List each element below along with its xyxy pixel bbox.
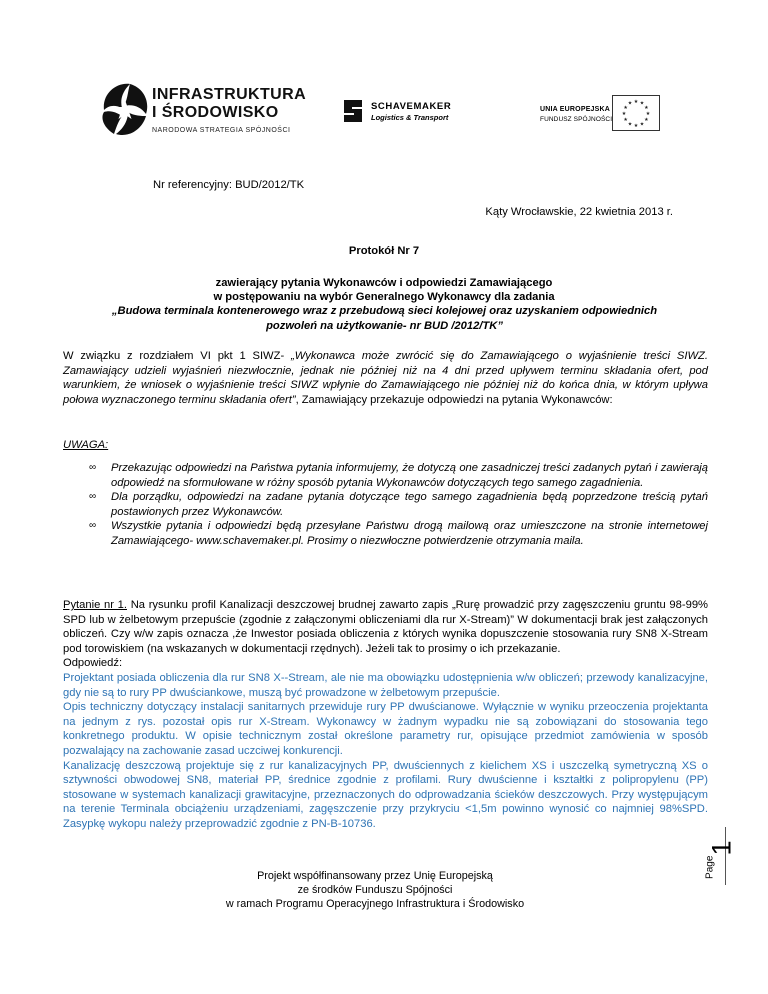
svg-text:★: ★	[645, 111, 651, 117]
intro-quote: „Wykonawca może zwrócić się do Zamawiającego o wyjaśnienie treści SIWZ. Zamawiający udzieli wyjaśnień niezwłocznie, jednak nie później niż na 4 dni przed upływem terminu składania ofert, pod warunkiem, że wniosek o wyjaśnienie treści SIWZ wpłynie do Zamawiającego nie później niż do końca dnia, w którym upływa połowa wyznaczonego terminu składania ofert”	[63, 350, 709, 406]
answer-paragraph: Kanalizację deszczową projektuje się z rur kanalizacyjnych PP, dwuściennych z kielichem XS i uszczelką symetryczną XS o sztywności obwodowej SN8, materiał PP, średnice zgodnie z profilami. Rury dwuścienne i kształtki z polipropylenu (PP) stosowane w systemach kanalizacji grawitacyjne, przeznaczonych do odprowadzania ścieków deszczowych. Przy występującym na terenie Terminala obciążeniu urządzeniami, zagęszczenie przy przykryciu <1,5m powinno wynosić co najmniej 98%SPD. Zasypkę wykopu należy przeprowadzić zgodnie z PN-B-10736.	[63, 759, 708, 830]
list-item	[63, 490, 708, 519]
eu-flag-icon	[612, 95, 660, 131]
infra-title-line1: INFRASTRUKTURA	[152, 86, 307, 103]
note-text: Dla porządku, odpowiedzi na zadane pytania dotyczące tego samego zagadnienia będą poprzedzone treścią pytań postawionych przez Wykonawców.	[111, 491, 708, 518]
protocol-title: Protokół Nr 7	[348, 245, 420, 257]
infra-subtitle: NARODOWA STRATEGIA SPÓJNOŚCI	[152, 127, 291, 134]
page-label: Page	[704, 855, 716, 879]
svg-text:★: ★	[639, 121, 645, 128]
list-item	[63, 461, 708, 490]
svg-text:★: ★	[627, 100, 633, 107]
note-text: Wszystkie pytania i odpowiedzi będą przesyłane Państwu drogą mailową oraz umieszczone na stronie internetowej Zamawiającego- www.schavemaker.pl. Prosimy o niezwłoczne potwierdzenie otrzymania maila.	[111, 520, 708, 547]
subtitle-task-name: „Budowa terminala kontenerowego wraz z przebudową sieci kolejowej oraz uzyskaniem odpowiednich pozwoleń na użytkowanie- nr BUD /2012/TK”	[111, 305, 658, 332]
footer	[200, 869, 550, 912]
schavemaker-logo	[340, 98, 490, 124]
answer-paragraph: Projektant posiada obliczenia dla rur SN8 X--Stream, ale nie ma obowiązku udostępnienia w/w obliczeń; przewody kanalizacyjne, gdy nie są to rury PP dwuściankowe, muszą być prowadzone w żelbetowym przepuście.	[63, 671, 708, 699]
note-text: Przekazując odpowiedzi na Państwa pytania informujemy, że dotyczą one zasadniczej treści zadanych pytań i zawierają odpowiedź na sformułowane w różny sposób pytania Wykonawców dotyczących tego samego zagadnienia.	[111, 462, 708, 489]
svg-text:★: ★	[644, 117, 649, 123]
subtitle-line2: w postępowaniu na wybór Generalnego Wykonawcy dla zadania	[213, 291, 555, 303]
uwaga-heading: UWAGA:	[63, 439, 109, 451]
list-item	[63, 519, 708, 548]
document-date: Kąty Wrocławskie, 22 kwietnia 2013 r.	[485, 206, 673, 218]
subtitle-line1: zawierający pytania Wykonawców i odpowiedzi Zamawiającego	[215, 277, 553, 289]
intro-paragraph	[63, 349, 708, 407]
question-label: Pytanie nr 1.	[63, 599, 127, 611]
svg-text:★: ★	[627, 121, 633, 128]
infinity-bullet-icon: ∞	[89, 520, 97, 532]
infinity-bullet-icon: ∞	[89, 462, 97, 473]
schavemaker-s-icon	[340, 98, 366, 124]
footer-line3: w ramach Programu Operacyjnego Infrastruktura i Środowisko	[225, 898, 525, 911]
question-text: Na rysunku profil Kanalizacji deszczowej brudnej zawarto zapis „Rurę prowadzić przy zagęszczeniu gruntu 98-99% SPD lub w żelbetowym przepuście (zgodnie z załączonymi obliczeniami dla rur X-Stream)” W dokumentacji brak jest załączonych obliczeń. Czy w/w zapis oznacza ,że Inwestor posiada obliczenia z których wynika dopuszczenie stosowania rury SN8 X-Stream pod torowiskiem (na wskazanych w dokumentacji rzędnych). Jeżeli tak to prosimy o ich przekazanie.	[63, 599, 708, 655]
page-number: 1	[706, 840, 737, 856]
intro-text-1: W związku z rozdziałem VI pkt 1 SIWZ-	[63, 350, 291, 362]
intro-text-2: , Zamawiający przekazuje odpowiedzi na pytania Wykonawców:	[295, 393, 613, 406]
infra-title-line2: I ŚRODOWISKO	[152, 104, 279, 121]
schavemaker-tagline: Logistics & Transport	[371, 113, 449, 122]
answer-label: Odpowiedź:	[63, 657, 123, 670]
reference-number: Nr referencyjny: BUD/2012/TK	[153, 179, 305, 191]
footer-line2: ze środków Funduszu Spójności	[297, 884, 453, 897]
schavemaker-name: SCHAVEMAKER	[371, 101, 452, 112]
star-emblem-icon	[100, 80, 150, 138]
infinity-bullet-icon: ∞	[89, 491, 97, 503]
svg-text:★: ★	[633, 99, 639, 105]
svg-text:★: ★	[644, 105, 649, 111]
eu-line1: UNIA EUROPEJSKA	[540, 106, 611, 113]
eu-line2: FUNDUSZ SPÓJNOŚCI	[540, 116, 613, 123]
page-marker	[703, 840, 737, 885]
svg-text:★: ★	[623, 105, 628, 111]
svg-text:★: ★	[623, 117, 628, 123]
infra-title	[152, 86, 306, 122]
page-divider	[725, 827, 726, 885]
notes-list	[63, 461, 708, 549]
question-block	[63, 598, 708, 832]
eu-logo	[540, 95, 660, 135]
answer-paragraph: Opis techniczny dotyczący instalacji sanitarnych przewiduje rury PP dwuścianowe. Wyłącznie w wyniku przeoczenia projektanta na jednym z rys. pozostał opis rur X-Stream. Wykonawcy w żadnym wypadku nie są zobowiązani do stosowania tego konkretnego produktu. W opisie technicznym został określone parametry rur, opisujące przedmiot zamówienia w sposób pozwalający na zachowanie zasad uczciwej konkurencji.	[63, 701, 708, 757]
footer-line1: Projekt współfinansowany przez Unię Europejską	[257, 870, 493, 882]
infrastruktura-logo	[100, 80, 310, 140]
svg-text:★: ★	[633, 123, 639, 129]
svg-text:★: ★	[621, 111, 627, 117]
svg-text:★: ★	[639, 100, 645, 107]
